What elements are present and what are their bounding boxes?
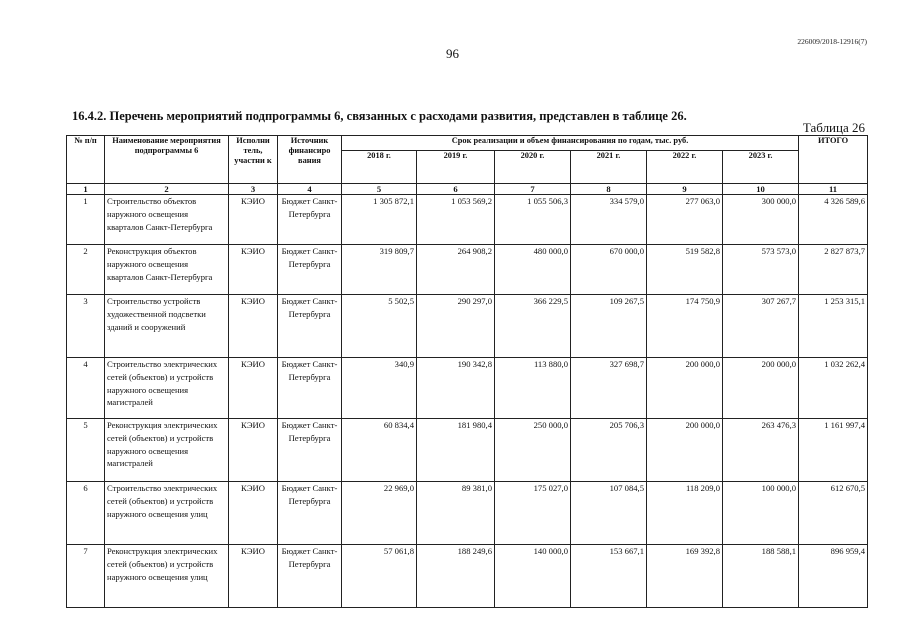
year-value-cell: 340,9 <box>342 358 417 419</box>
column-index: 7 <box>495 184 571 195</box>
year-value-cell: 190 342,8 <box>417 358 495 419</box>
year-value-cell: 22 969,0 <box>342 482 417 545</box>
year-value-cell: 264 908,2 <box>417 245 495 295</box>
year-value-cell: 200 000,0 <box>723 358 799 419</box>
year-value-cell: 200 000,0 <box>647 419 723 482</box>
column-index: 10 <box>723 184 799 195</box>
table-row <box>67 195 868 245</box>
executor-cell: КЭИО <box>229 195 278 245</box>
column-index: 1 <box>67 184 105 195</box>
executor-cell: КЭИО <box>229 358 278 419</box>
source-cell: Бюджет Санкт-Петербурга <box>278 358 342 419</box>
table-label: Таблица 26 <box>802 120 865 135</box>
year-value-cell: 188 249,6 <box>417 545 495 608</box>
year-value-cell: 277 063,0 <box>647 195 723 245</box>
table-row <box>67 482 868 545</box>
year-value-cell: 89 381,0 <box>417 482 495 545</box>
column-index: 9 <box>647 184 723 195</box>
activity-name: Строительство устройств художественной подсветки зданий и сооружений <box>105 295 229 358</box>
header-year: 2021 г. <box>571 151 647 184</box>
year-value-cell: 327 698,7 <box>571 358 647 419</box>
financing-table <box>66 135 868 608</box>
executor-cell: КЭИО <box>229 245 278 295</box>
year-value-cell: 300 000,0 <box>723 195 799 245</box>
row-number: 5 <box>67 419 105 482</box>
section-heading: 16.4.2. Перечень мероприятий подпрограммы 6, связанных с расходами развития, представлен в таблице 26. <box>72 109 687 123</box>
table-row <box>67 419 868 482</box>
source-cell: Бюджет Санкт-Петербурга <box>278 295 342 358</box>
year-value-cell: 181 980,4 <box>417 419 495 482</box>
row-number: 3 <box>67 295 105 358</box>
row-number: 2 <box>67 245 105 295</box>
total-cell: 1 253 315,1 <box>799 295 868 358</box>
header-executor: Исполни тель, участни к <box>229 136 278 184</box>
column-index: 8 <box>571 184 647 195</box>
total-cell: 2 827 873,7 <box>799 245 868 295</box>
year-value-cell: 480 000,0 <box>495 245 571 295</box>
executor-cell: КЭИО <box>229 545 278 608</box>
column-index: 2 <box>105 184 229 195</box>
row-number: 7 <box>67 545 105 608</box>
header-year: 2023 г. <box>723 151 799 184</box>
year-value-cell: 334 579,0 <box>571 195 647 245</box>
year-value-cell: 670 000,0 <box>571 245 647 295</box>
source-cell: Бюджет Санкт-Петербурга <box>278 419 342 482</box>
header-year: 2020 г. <box>495 151 571 184</box>
year-value-cell: 519 582,8 <box>647 245 723 295</box>
year-value-cell: 205 706,3 <box>571 419 647 482</box>
row-number: 4 <box>67 358 105 419</box>
source-cell: Бюджет Санкт-Петербурга <box>278 245 342 295</box>
year-value-cell: 307 267,7 <box>723 295 799 358</box>
year-value-cell: 5 502,5 <box>342 295 417 358</box>
column-index: 5 <box>342 184 417 195</box>
activity-name: Реконструкция электрических сетей (объектов) и устройств наружного освещения улиц <box>105 545 229 608</box>
table-row <box>67 295 868 358</box>
column-index: 3 <box>229 184 278 195</box>
year-value-cell: 118 209,0 <box>647 482 723 545</box>
source-cell: Бюджет Санкт-Петербурга <box>278 545 342 608</box>
year-value-cell: 174 750,9 <box>647 295 723 358</box>
header-num: № п/п <box>67 136 105 184</box>
page-number: 96 <box>446 46 459 61</box>
source-cell: Бюджет Санкт-Петербурга <box>278 195 342 245</box>
activity-name: Реконструкция объектов наружного освещения кварталов Санкт-Петербурга <box>105 245 229 295</box>
column-index-row <box>67 184 868 195</box>
header-total: ИТОГО <box>799 136 868 184</box>
year-value-cell: 188 588,1 <box>723 545 799 608</box>
year-value-cell: 109 267,5 <box>571 295 647 358</box>
total-cell: 4 326 589,6 <box>799 195 868 245</box>
executor-cell: КЭИО <box>229 295 278 358</box>
year-value-cell: 366 229,5 <box>495 295 571 358</box>
header-year: 2018 г. <box>342 151 417 184</box>
year-value-cell: 100 000,0 <box>723 482 799 545</box>
activity-name: Строительство объектов наружного освещения кварталов Санкт-Петербурга <box>105 195 229 245</box>
column-index: 4 <box>278 184 342 195</box>
executor-cell: КЭИО <box>229 482 278 545</box>
header-source: Источник финансиро вания <box>278 136 342 184</box>
year-value-cell: 169 392,8 <box>647 545 723 608</box>
table-row <box>67 545 868 608</box>
total-cell: 612 670,5 <box>799 482 868 545</box>
total-cell: 1 032 262,4 <box>799 358 868 419</box>
column-index: 11 <box>799 184 868 195</box>
year-value-cell: 57 061,8 <box>342 545 417 608</box>
year-value-cell: 1 305 872,1 <box>342 195 417 245</box>
header-name: Наименование мероприятия подпрограммы 6 <box>105 136 229 184</box>
year-value-cell: 107 084,5 <box>571 482 647 545</box>
row-number: 6 <box>67 482 105 545</box>
activity-name: Строительство электрических сетей (объектов) и устройств наружного освещения улиц <box>105 482 229 545</box>
header-row <box>67 136 868 151</box>
header-year: 2019 г. <box>417 151 495 184</box>
year-value-cell: 319 809,7 <box>342 245 417 295</box>
year-value-cell: 573 573,0 <box>723 245 799 295</box>
header-period: Срок реализации и объем финансирования по годам, тыс. руб. <box>342 136 799 151</box>
header-year: 2022 г. <box>647 151 723 184</box>
year-value-cell: 200 000,0 <box>647 358 723 419</box>
year-value-cell: 1 053 569,2 <box>417 195 495 245</box>
year-value-cell: 250 000,0 <box>495 419 571 482</box>
executor-cell: КЭИО <box>229 419 278 482</box>
year-value-cell: 175 027,0 <box>495 482 571 545</box>
year-value-cell: 60 834,4 <box>342 419 417 482</box>
year-value-cell: 1 055 506,3 <box>495 195 571 245</box>
row-number: 1 <box>67 195 105 245</box>
total-cell: 896 959,4 <box>799 545 868 608</box>
total-cell: 1 161 997,4 <box>799 419 868 482</box>
table-row <box>67 245 868 295</box>
year-value-cell: 140 000,0 <box>495 545 571 608</box>
activity-name: Реконструкция электрических сетей (объектов) и устройств наружного освещения магистралей <box>105 419 229 482</box>
table-row <box>67 358 868 419</box>
year-value-cell: 113 880,0 <box>495 358 571 419</box>
year-value-cell: 290 297,0 <box>417 295 495 358</box>
column-index: 6 <box>417 184 495 195</box>
document-id: 226009/2018-12916(7) <box>797 37 867 46</box>
source-cell: Бюджет Санкт-Петербурга <box>278 482 342 545</box>
year-value-cell: 153 667,1 <box>571 545 647 608</box>
year-value-cell: 263 476,3 <box>723 419 799 482</box>
activity-name: Строительство электрических сетей (объектов) и устройств наружного освещения магистралей <box>105 358 229 419</box>
